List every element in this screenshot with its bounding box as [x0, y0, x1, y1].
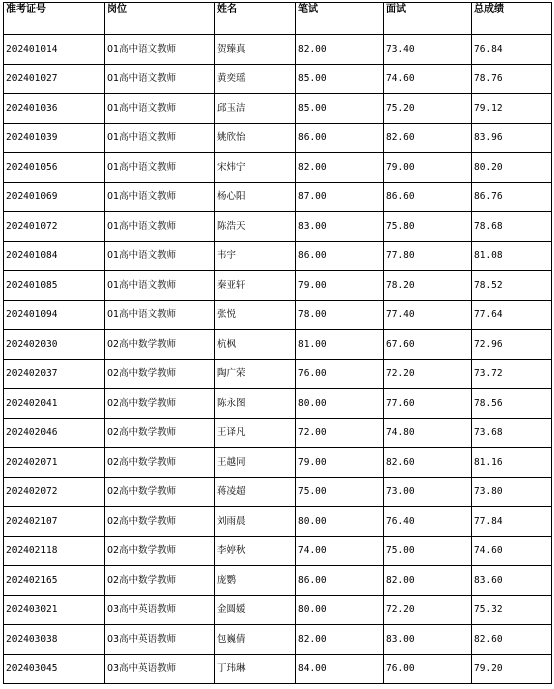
- total-score-cell: 79.20: [472, 654, 552, 684]
- position-cell: 02高中数学教师: [105, 536, 215, 566]
- name-cell: 金圆媛: [215, 595, 296, 625]
- position-cell: 02高中数学教师: [105, 359, 215, 389]
- written-score-cell: 79.00: [296, 448, 384, 478]
- interview-score-cell: 75.20: [384, 94, 472, 124]
- position-cell: 02高中数学教师: [105, 330, 215, 360]
- name-cell: 秦亚轩: [215, 271, 296, 301]
- interview-score-cell: 73.40: [384, 35, 472, 65]
- written-score-cell: 72.00: [296, 418, 384, 448]
- written-score-cell: 80.00: [296, 389, 384, 419]
- name-cell: 邱玉洁: [215, 94, 296, 124]
- total-score-cell: 78.52: [472, 271, 552, 301]
- exam-id-cell: 202401036: [4, 94, 105, 124]
- position-cell: 02高中数学教师: [105, 566, 215, 596]
- table-row: [4, 300, 552, 330]
- position-cell: 01高中语文教师: [105, 153, 215, 183]
- name-cell: 李婷秋: [215, 536, 296, 566]
- interview-score-cell: 76.40: [384, 507, 472, 537]
- name-cell: 黄奕瑶: [215, 64, 296, 94]
- header-name: 姓名: [215, 3, 296, 35]
- name-cell: 庞鹦: [215, 566, 296, 596]
- table-row: [4, 389, 552, 419]
- total-score-cell: 75.32: [472, 595, 552, 625]
- table-row: [4, 359, 552, 389]
- written-score-cell: 86.00: [296, 241, 384, 271]
- position-cell: 01高中语文教师: [105, 35, 215, 65]
- total-score-cell: 72.96: [472, 330, 552, 360]
- total-score-cell: 77.64: [472, 300, 552, 330]
- position-cell: 02高中数学教师: [105, 507, 215, 537]
- exam-id-cell: 202402165: [4, 566, 105, 596]
- total-score-cell: 80.20: [472, 153, 552, 183]
- exam-id-cell: 202401039: [4, 123, 105, 153]
- total-score-cell: 78.56: [472, 389, 552, 419]
- name-cell: 杭枫: [215, 330, 296, 360]
- interview-score-cell: 77.40: [384, 300, 472, 330]
- table-row: [4, 212, 552, 242]
- name-cell: 王越同: [215, 448, 296, 478]
- total-score-cell: 77.84: [472, 507, 552, 537]
- name-cell: 姚欣怡: [215, 123, 296, 153]
- written-score-cell: 85.00: [296, 64, 384, 94]
- total-score-cell: 83.96: [472, 123, 552, 153]
- total-score-cell: 78.76: [472, 64, 552, 94]
- interview-score-cell: 83.00: [384, 625, 472, 655]
- position-cell: 02高中数学教师: [105, 477, 215, 507]
- exam-id-cell: 202403038: [4, 625, 105, 655]
- interview-score-cell: 79.00: [384, 153, 472, 183]
- exam-id-cell: 202401094: [4, 300, 105, 330]
- written-score-cell: 82.00: [296, 35, 384, 65]
- exam-id-cell: 202401084: [4, 241, 105, 271]
- total-score-cell: 86.76: [472, 182, 552, 212]
- exam-id-cell: 202402118: [4, 536, 105, 566]
- exam-id-cell: 202403021: [4, 595, 105, 625]
- total-score-cell: 76.84: [472, 35, 552, 65]
- written-score-cell: 86.00: [296, 566, 384, 596]
- written-score-cell: 87.00: [296, 182, 384, 212]
- position-cell: 03高中英语教师: [105, 595, 215, 625]
- written-score-cell: 84.00: [296, 654, 384, 684]
- name-cell: 陶广荣: [215, 359, 296, 389]
- written-score-cell: 76.00: [296, 359, 384, 389]
- table-row: [4, 271, 552, 301]
- written-score-cell: 79.00: [296, 271, 384, 301]
- written-score-cell: 80.00: [296, 595, 384, 625]
- position-cell: 01高中语文教师: [105, 64, 215, 94]
- name-cell: 陈永图: [215, 389, 296, 419]
- written-score-cell: 81.00: [296, 330, 384, 360]
- interview-score-cell: 75.00: [384, 536, 472, 566]
- exam-id-cell: 202401072: [4, 212, 105, 242]
- header-position: 岗位: [105, 3, 215, 35]
- table-row: [4, 418, 552, 448]
- written-score-cell: 83.00: [296, 212, 384, 242]
- interview-score-cell: 82.00: [384, 566, 472, 596]
- name-cell: 陈浩天: [215, 212, 296, 242]
- interview-score-cell: 73.00: [384, 477, 472, 507]
- written-score-cell: 82.00: [296, 625, 384, 655]
- name-cell: 张悦: [215, 300, 296, 330]
- interview-score-cell: 82.60: [384, 448, 472, 478]
- total-score-cell: 73.72: [472, 359, 552, 389]
- total-score-cell: 79.12: [472, 94, 552, 124]
- table-row: [4, 35, 552, 65]
- exam-id-cell: 202402046: [4, 418, 105, 448]
- table-row: [4, 566, 552, 596]
- interview-score-cell: 74.80: [384, 418, 472, 448]
- position-cell: 03高中英语教师: [105, 654, 215, 684]
- interview-score-cell: 82.60: [384, 123, 472, 153]
- interview-score-cell: 72.20: [384, 595, 472, 625]
- position-cell: 01高中语文教师: [105, 182, 215, 212]
- total-score-cell: 74.60: [472, 536, 552, 566]
- written-score-cell: 80.00: [296, 507, 384, 537]
- exam-id-cell: 202403045: [4, 654, 105, 684]
- exam-id-cell: 202402037: [4, 359, 105, 389]
- total-score-cell: 73.80: [472, 477, 552, 507]
- name-cell: 杨心阳: [215, 182, 296, 212]
- position-cell: 01高中语文教师: [105, 300, 215, 330]
- table-row: [4, 536, 552, 566]
- table-row: [4, 182, 552, 212]
- exam-id-cell: 202401085: [4, 271, 105, 301]
- total-score-cell: 78.68: [472, 212, 552, 242]
- name-cell: 丁玮琳: [215, 654, 296, 684]
- table-row: [4, 64, 552, 94]
- header-row: [4, 3, 552, 35]
- table-row: [4, 507, 552, 537]
- interview-score-cell: 76.00: [384, 654, 472, 684]
- position-cell: 02高中数学教师: [105, 448, 215, 478]
- table-row: [4, 153, 552, 183]
- table-row: [4, 241, 552, 271]
- exam-id-cell: 202401014: [4, 35, 105, 65]
- position-cell: 01高中语文教师: [105, 271, 215, 301]
- interview-score-cell: 74.60: [384, 64, 472, 94]
- table-body: [4, 35, 552, 684]
- exam-id-cell: 202402030: [4, 330, 105, 360]
- table-row: [4, 625, 552, 655]
- exam-id-cell: 202402072: [4, 477, 105, 507]
- interview-score-cell: 75.80: [384, 212, 472, 242]
- header-written-score: 笔试: [296, 3, 384, 35]
- interview-score-cell: 86.60: [384, 182, 472, 212]
- total-score-cell: 82.60: [472, 625, 552, 655]
- table-row: [4, 94, 552, 124]
- position-cell: 02高中数学教师: [105, 418, 215, 448]
- score-table: [3, 2, 552, 684]
- name-cell: 蒋凌超: [215, 477, 296, 507]
- written-score-cell: 74.00: [296, 536, 384, 566]
- written-score-cell: 85.00: [296, 94, 384, 124]
- name-cell: 宋炜宁: [215, 153, 296, 183]
- written-score-cell: 75.00: [296, 477, 384, 507]
- interview-score-cell: 72.20: [384, 359, 472, 389]
- total-score-cell: 81.08: [472, 241, 552, 271]
- written-score-cell: 78.00: [296, 300, 384, 330]
- position-cell: 01高中语文教师: [105, 94, 215, 124]
- exam-id-cell: 202401069: [4, 182, 105, 212]
- table-row: [4, 448, 552, 478]
- name-cell: 贺臻真: [215, 35, 296, 65]
- written-score-cell: 82.00: [296, 153, 384, 183]
- position-cell: 01高中语文教师: [105, 241, 215, 271]
- total-score-cell: 73.68: [472, 418, 552, 448]
- header-interview-score: 面试: [384, 3, 472, 35]
- exam-id-cell: 202402107: [4, 507, 105, 537]
- table-row: [4, 654, 552, 684]
- position-cell: 01高中语文教师: [105, 212, 215, 242]
- total-score-cell: 83.60: [472, 566, 552, 596]
- table-row: [4, 477, 552, 507]
- interview-score-cell: 77.80: [384, 241, 472, 271]
- table-row: [4, 123, 552, 153]
- header-exam-id: 准考证号: [4, 3, 105, 35]
- table-row: [4, 330, 552, 360]
- exam-id-cell: 202401027: [4, 64, 105, 94]
- position-cell: 03高中英语教师: [105, 625, 215, 655]
- exam-id-cell: 202401056: [4, 153, 105, 183]
- position-cell: 02高中数学教师: [105, 389, 215, 419]
- interview-score-cell: 77.60: [384, 389, 472, 419]
- interview-score-cell: 67.60: [384, 330, 472, 360]
- name-cell: 韦宇: [215, 241, 296, 271]
- interview-score-cell: 78.20: [384, 271, 472, 301]
- name-cell: 刘雨晨: [215, 507, 296, 537]
- name-cell: 王译凡: [215, 418, 296, 448]
- exam-id-cell: 202402041: [4, 389, 105, 419]
- table-row: [4, 595, 552, 625]
- exam-id-cell: 202402071: [4, 448, 105, 478]
- header-total-score: 总成绩: [472, 3, 552, 35]
- position-cell: 01高中语文教师: [105, 123, 215, 153]
- total-score-cell: 81.16: [472, 448, 552, 478]
- name-cell: 包巍倩: [215, 625, 296, 655]
- written-score-cell: 86.00: [296, 123, 384, 153]
